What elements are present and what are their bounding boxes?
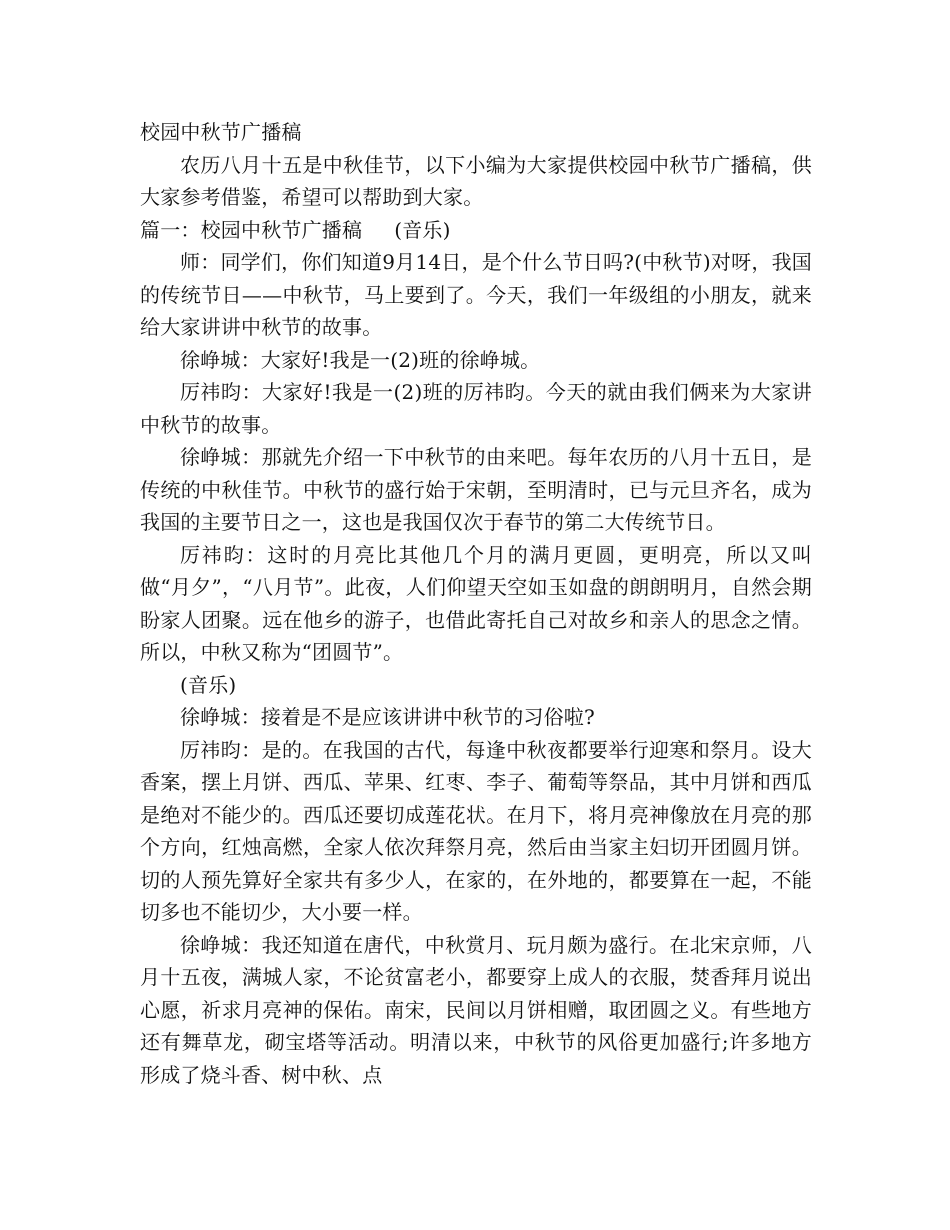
dialogue-paragraph: 厉祎昀：大家好!我是一(2)班的厉祎昀。今天的就由我们俩来为大家讲中秋节的故事。 <box>140 380 812 437</box>
document-title: 校园中秋节广播稿 <box>140 120 302 144</box>
dialogue-paragraph: 厉祎昀：是的。在我国的古代，每逢中秋夜都要举行迎寒和祭月。设大香案，摆上月饼、西瓜、苹果、红枣、李子、葡萄等祭品，其中月饼和西瓜是绝对不能少的。西瓜还要切成莲花状。在月下，将月亮神像放在月亮的那个方向，红烛高燃，全家人依次拜祭月亮，然后由当家主妇切开团圆月饼。切的人预先算好全家共有多少人，在家的，在外地的，都要算在一起，不能切多也不能切少，大小要一样。 <box>140 737 812 924</box>
dialogue-paragraph: 徐峥城：那就先介绍一下中秋节的由来吧。每年农历的八月十五日，是传统的中秋佳节。中秋节的盛行始于宋朝，至明清时，已与元旦齐名，成为我国的主要节日之一，这也是我国仅次于春节的第二大传统节日。 <box>140 445 812 534</box>
dialogue-paragraph: 厉祎昀：这时的月亮比其他几个月的满月更圆，更明亮，所以又叫做“月夕”，“八月节”。此夜，人们仰望天空如玉如盘的朗朗明月，自然会期盼家人团聚。远在他乡的游子，也借此寄托自己对故乡和亲人的思念之情。所以，中秋又称为“团圆节”。 <box>140 542 812 664</box>
section-heading-line <box>140 214 812 247</box>
section-music-note: (音乐) <box>394 217 451 242</box>
dialogue-paragraph: 师：同学们，你们知道9月14日，是个什么节日吗?(中秋节)对呀，我国的传统节日——中秋节，马上要到了。今天，我们一年级组的小朋友，就来给大家讲讲中秋节的故事。 <box>140 250 812 339</box>
intro-paragraph: 农历八月十五是中秋佳节，以下小编为大家提供校园中秋节广播稿，供大家参考借鉴，希望可以帮助到大家。 <box>140 152 812 209</box>
dialogue-paragraph: 徐峥城：大家好!我是一(2)班的徐峥城。 <box>180 347 541 372</box>
music-cue: (音乐) <box>180 672 237 697</box>
dialogue-paragraph: 徐峥城：我还知道在唐代，中秋赏月、玩月颇为盛行。在北宋京师，八月十五夜，满城人家，不论贫富老小，都要穿上成人的衣服，焚香拜月说出心愿，祈求月亮神的保佑。南宋，民间以月饼相赠，取团圆之义。有些地方还有舞草龙，砌宝塔等活动。明清以来，中秋节的风俗更加盛行;许多地方形成了烧斗香、树中秋、点 <box>140 932 812 1087</box>
document-body <box>140 116 812 1091</box>
dialogue-paragraph: 徐峥城：接着是不是应该讲讲中秋节的习俗啦? <box>180 705 595 729</box>
section-heading: 篇一：校园中秋节广播稿 <box>140 217 363 242</box>
